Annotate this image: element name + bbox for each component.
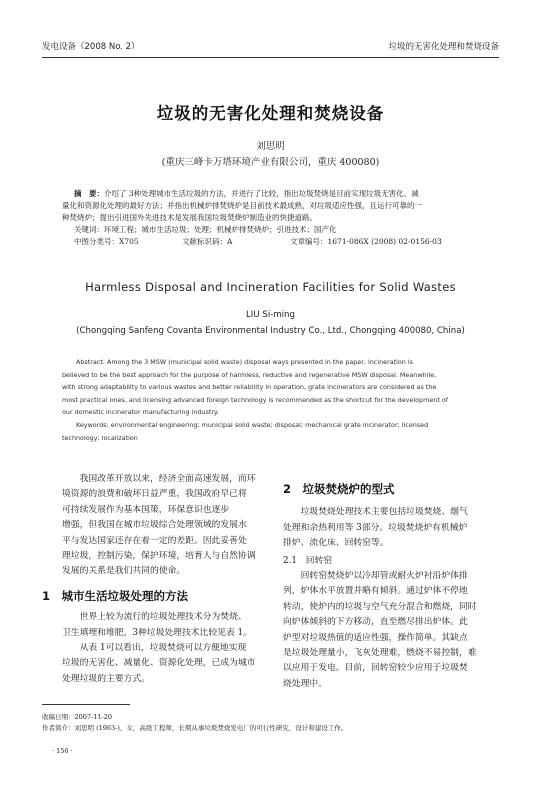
- keywords-en-line: technology; localization: [62, 433, 138, 442]
- subsection-2-1-line: 烧处理中。: [283, 678, 327, 689]
- section-2-line: 排炉、流化床、回转窑等。: [283, 538, 389, 549]
- english-title: Harmless Disposal and Incineration Facilities for Solid Wastes: [85, 280, 456, 294]
- section-1-line: 从表 1可以看出，垃圾焚烧可以方便地实现: [79, 643, 247, 654]
- section-1-line: 卫生填埋和堆肥，3种垃圾处理技术比较见表 1。: [62, 627, 252, 638]
- subsection-2-1-line: 以应用于发电。目前，回转窑较少应用于垃圾焚: [283, 663, 468, 674]
- abstract-en-line: most practical ones, and licensing advanced foreign technology is recommended as the shortcut for the development of: [62, 395, 449, 404]
- clc-number: 中图分类号：X705: [74, 237, 139, 246]
- affiliation: (重庆三峰卡万塔环境产业有限公司，重庆 400080): [161, 157, 380, 168]
- abstract-cn-line: 种焚烧炉；提出引进国外先进技术是发展我国垃圾焚烧炉制造业的快捷道路。: [62, 213, 317, 222]
- abstract-en: [62, 356, 492, 444]
- english-author: LIU Si-ming: [246, 310, 295, 320]
- abstract-cn-label: 摘 要：: [74, 189, 104, 198]
- subsection-2-1-line: 是垃圾处理量小，飞灰处理难，燃烧不易控制，难: [283, 648, 477, 659]
- author: 刘思明: [256, 141, 285, 152]
- english-affiliation: (Chongqing Sanfeng Covanta Environmental Industry Co., Ltd., Chongqing 400080, China): [76, 326, 465, 336]
- subsection-2-1-line: 回转窑焚烧炉以冷却管或耐火炉衬沿炉体排: [300, 571, 468, 582]
- classification-row: [62, 236, 492, 248]
- intro-line: 我国改革开放以来，经济全面高速发展，而环: [79, 474, 256, 484]
- header-rule: [42, 57, 499, 58]
- subsection-2-1-line: 转动，使炉内的垃圾与空气充分混合和燃烧，同时: [283, 601, 477, 612]
- page-number: · 156 ·: [52, 747, 73, 755]
- subsection-2-1-line: 向炉体倾斜的下方移动，直至燃尽排出炉体。此: [283, 617, 468, 628]
- intro-line: 理垃圾，控制污染，保护环境，培育人与自然协调: [62, 551, 256, 562]
- right-column: [283, 482, 495, 692]
- abstract-cn-line: 摘 要：介绍了 3种处理城市生活垃圾的方法，并进行了比较，指出垃圾焚烧是目前实现垃圾无害化、减: [62, 188, 492, 200]
- abstract-en-line: with strong adaptability to various wastes and better reliability in operation, grate incinerators are considered as the: [62, 383, 437, 392]
- journal-header: 发电设备（2008 No. 2）: [42, 42, 140, 52]
- keywords-en-line: Keywords: environmental engineering; municipal solid waste; disposal; mechanical grate incinerator; licensed: [76, 420, 429, 429]
- abstract-cn-line: 量化和资源化处理的最好方法；并指出机械炉排焚烧炉是目前技术最成熟，对垃圾适应性强，且运行可靠的一: [62, 201, 422, 210]
- subsection-2-1-line: 列，炉体水平放置并略有倾斜。通过炉体不停地: [283, 586, 468, 597]
- abstract-en-line: our domestic incinerator manufacturing industry.: [62, 408, 219, 417]
- footnotes: [42, 712, 502, 734]
- paper-title: 垃圾的无害化处理和焚烧设备: [156, 104, 385, 123]
- intro-line: 境资源的浪费和破坏日益严重，我国政府早已将: [62, 489, 247, 500]
- intro-line: 可持续发展作为基本国策，环保意识也逐步: [62, 504, 230, 515]
- article-number: 文章编号：1671-086X (2008) 02-0156-03: [290, 237, 442, 246]
- abstract-en-line: Abstract: Among the 3 MSW (municipal solid waste) disposal ways presented in the paper, incineration is: [76, 358, 413, 366]
- intro-line: 增强，但我国在城市垃圾综合处理领域的发展水: [62, 520, 247, 531]
- author-bio: 作者简介：刘思明 (1963-)，女，高级工程师，长期从事垃圾焚烧发电厂的可行性研究，设计和建设工作。: [42, 724, 348, 732]
- section-2-heading: 2 垃圾焚烧炉的型式: [283, 482, 395, 496]
- abstract-cn: [62, 188, 492, 248]
- running-title: 垃圾的无害化处理和焚烧设备: [388, 42, 499, 52]
- left-column: [42, 472, 272, 687]
- subsection-2-1-heading: 2.1 回转窑: [283, 555, 333, 566]
- section-1-heading: 1 城市生活垃圾处理的方法: [42, 588, 189, 603]
- intro-line: 平与发达国家还存在着一定的差距。因此妥善处: [62, 535, 247, 546]
- section-1-line: 垃圾的无害化、减量化、资源化处理，已成为城市: [62, 658, 256, 669]
- section-1-line: 世界上较为流行的垃圾处理技术分为焚烧、: [79, 612, 247, 623]
- section-2-line: 处理和余热利用等 3部分。垃圾焚烧炉有机械炉: [283, 522, 468, 533]
- intro-line: 发展的关系是我们共同的使命。: [62, 566, 186, 577]
- subsection-2-1-line: 炉型对垃圾热值的适应性强，操作简单。其缺点: [283, 632, 468, 643]
- keywords-cn: 关键词：环境工程；城市生活垃圾；处理；机械炉排焚烧炉；引进技术；国产化: [74, 225, 337, 234]
- section-2-line: 垃圾焚烧处理技术主要包括垃圾焚烧、烟气: [300, 507, 468, 518]
- section-1-line: 处理垃圾的主要方式。: [62, 673, 150, 684]
- footnote-rule: [42, 704, 130, 705]
- abstract-en-line: believed to be the best approach for the purpose of harmless, reductive and regenerative MSW disposal. Meanwhile,: [62, 370, 437, 379]
- document-code: 文献标识码：A: [182, 237, 233, 246]
- received-date: 收稿日期：2007-11-20: [42, 713, 112, 721]
